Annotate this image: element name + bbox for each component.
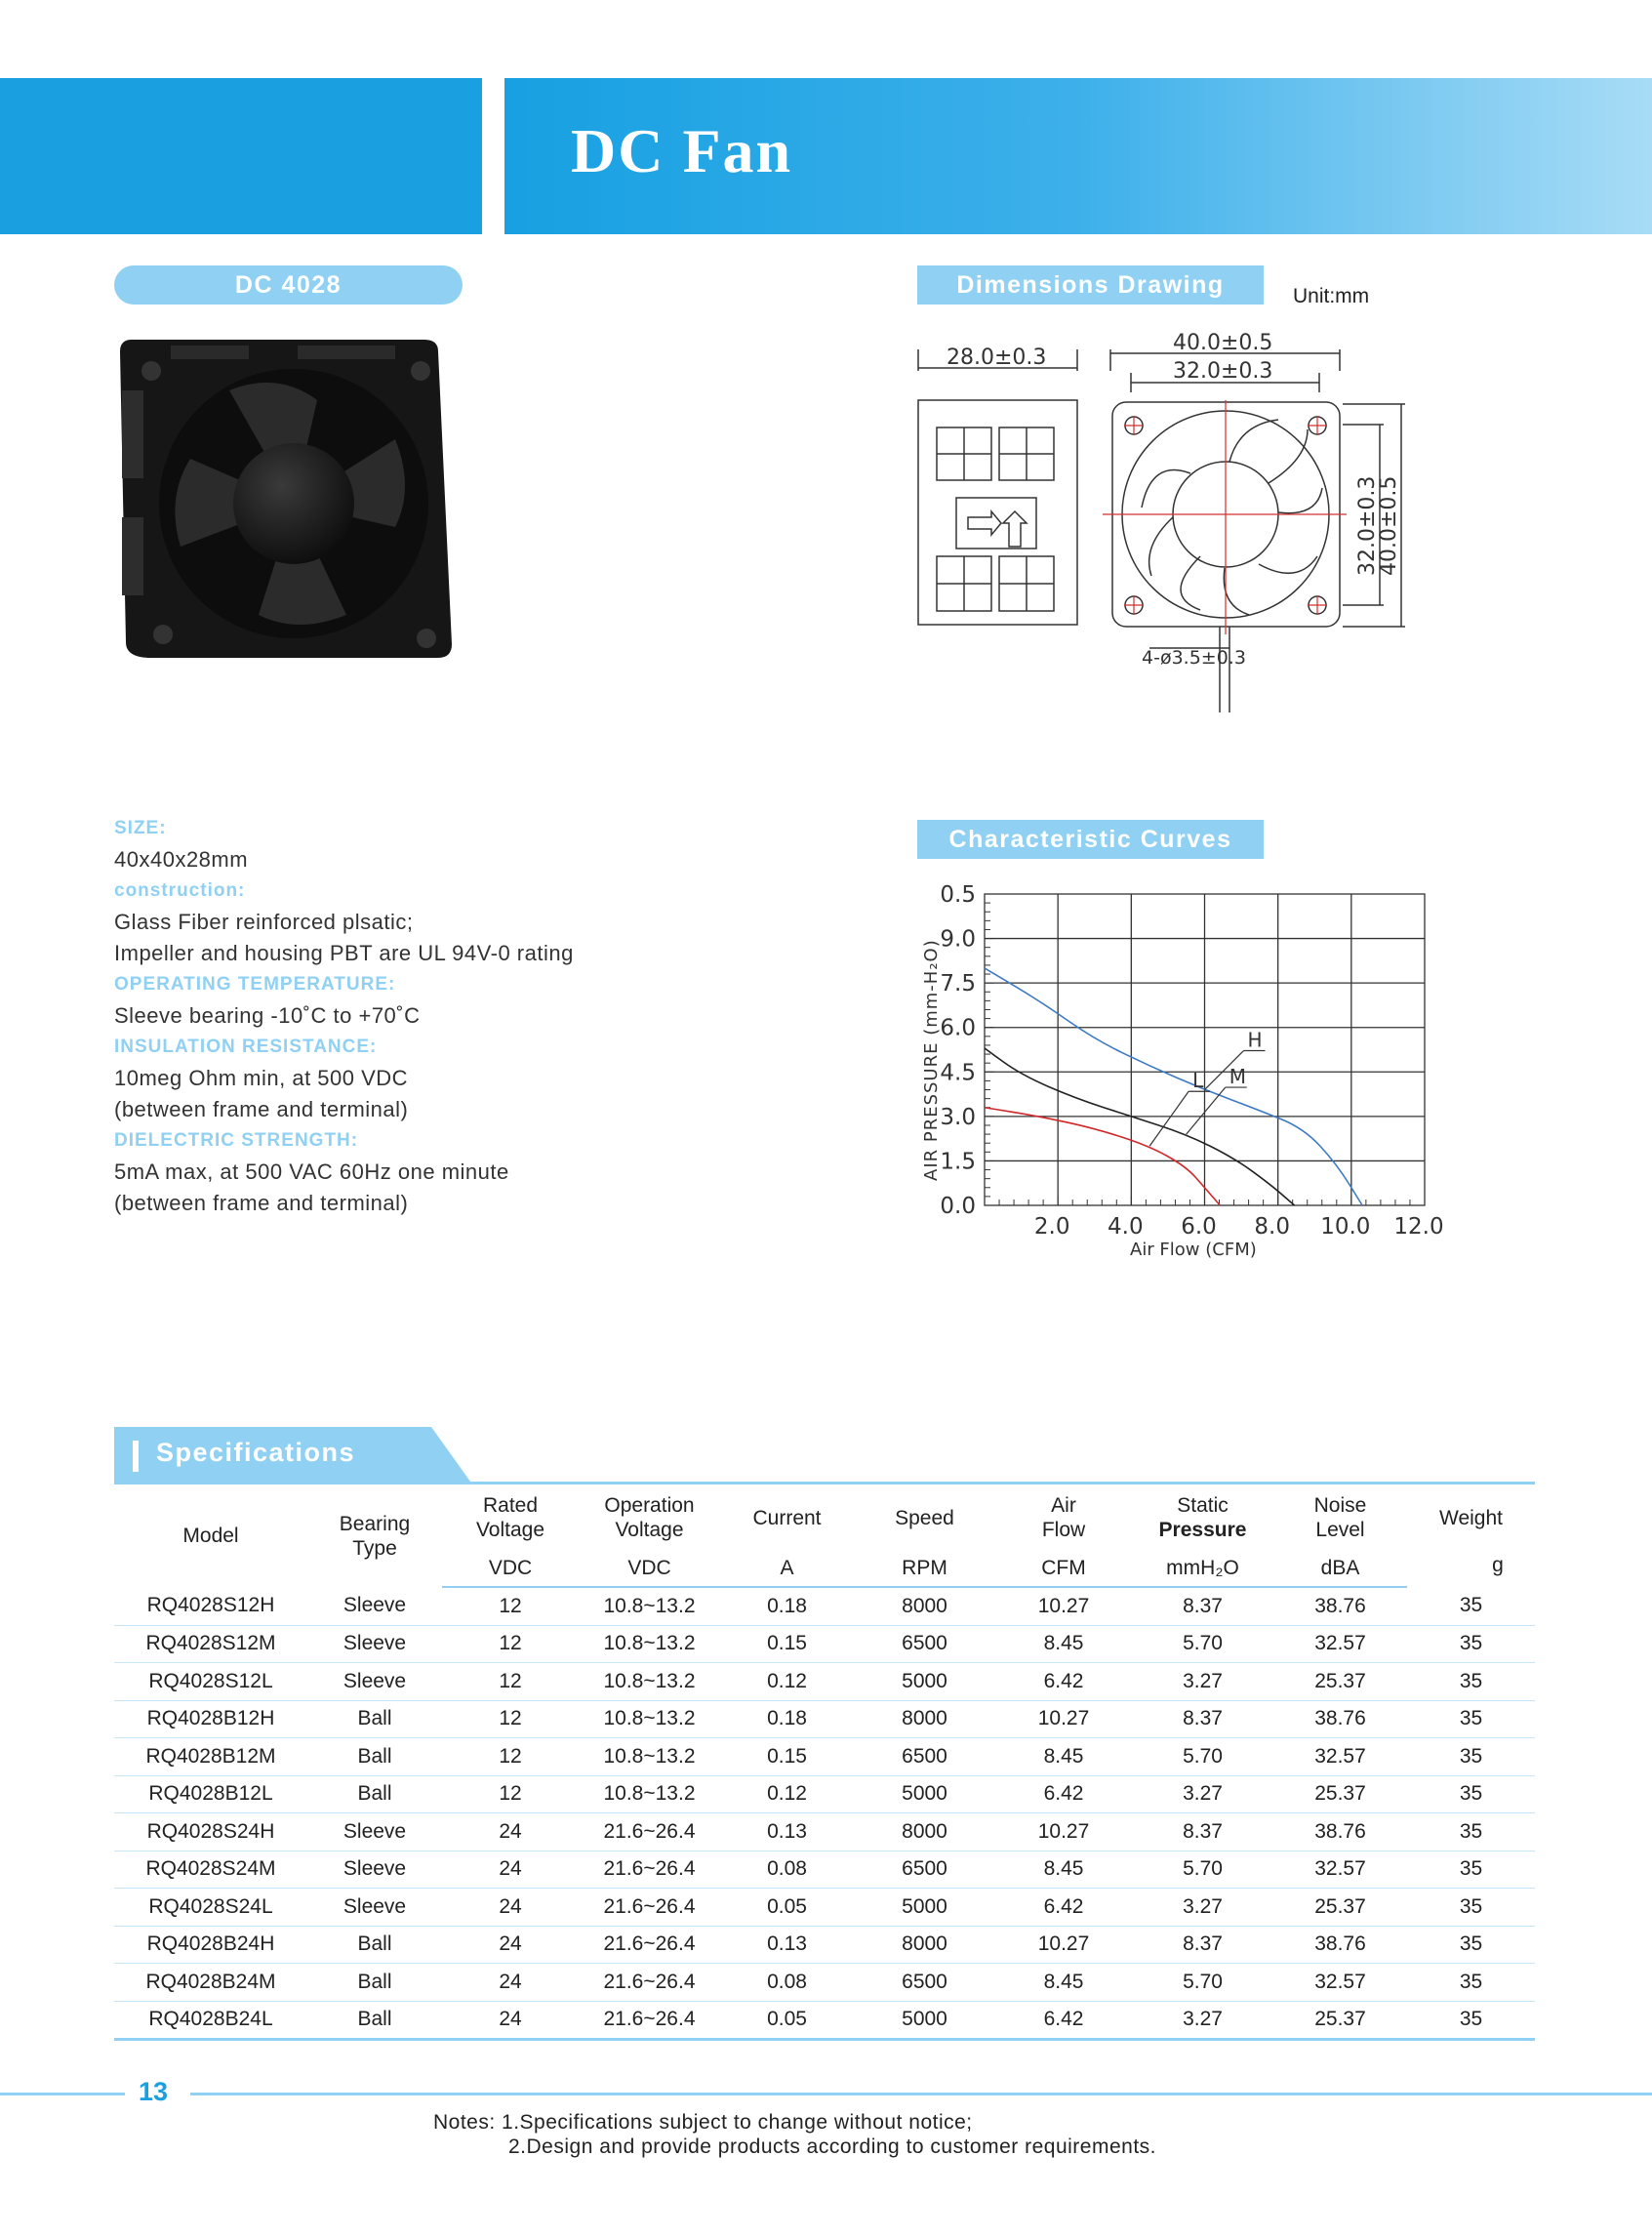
dielectric-value-2: (between frame and terminal): [114, 1191, 409, 1215]
table-cell: 6.42: [995, 1889, 1132, 1927]
table-cell: 8.45: [995, 1964, 1132, 2002]
table-cell: 35: [1407, 1738, 1535, 1776]
table-cell: Ball: [307, 1738, 442, 1776]
table-cell: RQ4028S24M: [114, 1851, 307, 1889]
dim-depth: 28.0±0.3: [947, 346, 1047, 370]
table-row: [114, 1926, 1535, 1964]
table-cell: 35: [1407, 1889, 1535, 1927]
table-cell: 35: [1407, 1926, 1535, 1964]
footer-rule-right: [190, 2093, 1652, 2095]
table-cell: 8.37: [1132, 1926, 1273, 1964]
table-cell: 3.27: [1132, 1775, 1273, 1813]
table-cell: 10.27: [995, 1926, 1132, 1964]
header-speed: Speed: [895, 1506, 954, 1529]
table-cell: RQ4028S12L: [114, 1663, 307, 1701]
table-cell: 24: [442, 1964, 579, 2002]
table-cell: 38.76: [1273, 1587, 1407, 1625]
table-cell: Ball: [307, 1775, 442, 1813]
dim-outer-width: 40.0±0.5: [1173, 331, 1273, 355]
table-cell: 10.8~13.2: [579, 1663, 720, 1701]
temperature-value: Sleeve bearing -10˚C to +70˚C: [114, 1003, 421, 1028]
table-cell: 8.45: [995, 1625, 1132, 1663]
size-value: 40x40x28mm: [114, 847, 249, 872]
table-row: [114, 1964, 1535, 2002]
table-cell: Sleeve: [307, 1889, 442, 1927]
table-row: [114, 2001, 1535, 2040]
table-row: [114, 1700, 1535, 1738]
chart-series-M-label: M: [1229, 1065, 1246, 1089]
table-cell: 12: [442, 1775, 579, 1813]
table-cell: 8000: [854, 1813, 995, 1851]
table-cell: 25.37: [1273, 1663, 1407, 1701]
table-row: [114, 1738, 1535, 1776]
page-title: DC Fan: [571, 116, 793, 185]
chart-ytick-label: 9.0: [940, 926, 976, 953]
table-cell: 6.42: [995, 2001, 1132, 2040]
construction-heading: construction:: [114, 880, 246, 901]
table-cell: 25.37: [1273, 1889, 1407, 1927]
table-cell: 8.45: [995, 1738, 1132, 1776]
table-cell: 10.27: [995, 1813, 1132, 1851]
table-cell: RQ4028S24L: [114, 1889, 307, 1927]
header-weight: Weight: [1439, 1507, 1503, 1529]
table-cell: 35: [1407, 1813, 1535, 1851]
table-cell: 35: [1407, 1700, 1535, 1738]
table-cell: 5.70: [1132, 1625, 1273, 1663]
table-cell: 0.13: [720, 1813, 854, 1851]
table-cell: 25.37: [1273, 1775, 1407, 1813]
table-cell: 10.8~13.2: [579, 1625, 720, 1663]
table-cell: RQ4028S12H: [114, 1587, 307, 1625]
table-cell: 35: [1407, 1775, 1535, 1813]
table-cell: RQ4028B12L: [114, 1775, 307, 1813]
chart-ytick-label: 4.5: [940, 1060, 976, 1086]
table-cell: 6500: [854, 1964, 995, 2002]
notes-line-2: 2.Design and provide products according to customer requirements.: [508, 2135, 1156, 2158]
table-cell: 5.70: [1132, 1851, 1273, 1889]
chart-ytick-label: 6.0: [940, 1015, 976, 1041]
dim-inner-height: 32.0±0.3: [1355, 475, 1380, 576]
table-cell: 0.05: [720, 1889, 854, 1927]
table-cell: 6500: [854, 1738, 995, 1776]
table-cell: 3.27: [1132, 1663, 1273, 1701]
unit-air-flow: CFM: [995, 1551, 1132, 1587]
chart-xtick-label: 10.0: [1320, 1214, 1371, 1240]
chart-series-L-line: [985, 1108, 1220, 1205]
table-cell: 12: [442, 1738, 579, 1776]
chart-xtick-label: 6.0: [1181, 1214, 1217, 1240]
table-cell: 8.37: [1132, 1700, 1273, 1738]
table-cell: 35: [1407, 1964, 1535, 2002]
unit-speed: RPM: [854, 1551, 995, 1587]
header-operation-voltage: Operation Voltage: [604, 1494, 695, 1541]
table-cell: 32.57: [1273, 1625, 1407, 1663]
chart-series-L-leader: [1149, 1091, 1189, 1146]
characteristic-curves-chart: [907, 869, 1464, 1269]
table-cell: 5000: [854, 1775, 995, 1813]
table-cell: 24: [442, 1926, 579, 1964]
unit-rated-voltage: VDC: [442, 1551, 579, 1587]
chart-series-L-label: L: [1192, 1069, 1204, 1093]
chart-xtick-label: 8.0: [1254, 1214, 1290, 1240]
chart-xlabel: Air Flow (CFM): [1130, 1240, 1257, 1260]
chart-series-M-leader: [1187, 1087, 1226, 1134]
table-cell: 35: [1407, 1625, 1535, 1663]
header-model: Model: [182, 1525, 239, 1547]
table-cell: 24: [442, 1889, 579, 1927]
header-bearing-type: Bearing Type: [339, 1512, 411, 1560]
curves-label: Characteristic Curves: [917, 820, 1264, 859]
table-cell: Ball: [307, 1964, 442, 2002]
table-cell: 10.8~13.2: [579, 1700, 720, 1738]
table-cell: 5.70: [1132, 1738, 1273, 1776]
table-cell: RQ4028B24M: [114, 1964, 307, 2002]
dim-outer-height: 40.0±0.5: [1377, 475, 1401, 576]
table-cell: 35: [1407, 1587, 1535, 1625]
table-cell: 24: [442, 2001, 579, 2040]
specifications-title: Specifications: [156, 1438, 356, 1467]
table-cell: Sleeve: [307, 1587, 442, 1625]
insulation-heading: INSULATION RESISTANCE:: [114, 1037, 378, 1057]
table-cell: 12: [442, 1625, 579, 1663]
table-row: [114, 1889, 1535, 1927]
table-cell: 0.15: [720, 1738, 854, 1776]
table-cell: 0.08: [720, 1851, 854, 1889]
table-cell: 12: [442, 1587, 579, 1625]
table-cell: RQ4028B12M: [114, 1738, 307, 1776]
dielectric-heading: DIELECTRIC STRENGTH:: [114, 1130, 359, 1151]
header-current: Current: [752, 1506, 822, 1529]
table-cell: 6500: [854, 1625, 995, 1663]
table-cell: RQ4028B24H: [114, 1926, 307, 1964]
header-air-flow: Air Flow: [1041, 1494, 1086, 1541]
table-cell: Sleeve: [307, 1851, 442, 1889]
table-cell: 5000: [854, 2001, 995, 2040]
header-banner-left: [0, 78, 482, 234]
dimensions-drawing: [907, 312, 1425, 722]
table-cell: 24: [442, 1851, 579, 1889]
chart-ytick-label: 3.0: [940, 1104, 976, 1130]
header-noise-level: Noise Level: [1313, 1494, 1367, 1541]
table-cell: 32.57: [1273, 1738, 1407, 1776]
table-cell: Ball: [307, 1700, 442, 1738]
chart-ytick-label: 7.5: [940, 971, 976, 997]
table-cell: Ball: [307, 1926, 442, 1964]
table-cell: 21.6~26.4: [579, 2001, 720, 2040]
table-cell: 35: [1407, 2001, 1535, 2040]
table-cell: 12: [442, 1700, 579, 1738]
table-cell: 10.8~13.2: [579, 1587, 720, 1625]
dielectric-value-1: 5mA max, at 500 VAC 60Hz one minute: [114, 1159, 509, 1184]
unit-weight: g: [1492, 1554, 1504, 1576]
page-number: 13: [139, 2077, 169, 2106]
table-cell: 0.05: [720, 2001, 854, 2040]
chart-series-H-line: [985, 968, 1362, 1205]
table-cell: 32.57: [1273, 1851, 1407, 1889]
specifications-table: [114, 1485, 1535, 2041]
chart-series-H-label: H: [1247, 1028, 1263, 1052]
table-cell: 3.27: [1132, 1889, 1273, 1927]
chart-ytick-label: 0.0: [940, 1194, 976, 1219]
chart-xtick-label: 2.0: [1033, 1214, 1070, 1240]
table-cell: 25.37: [1273, 2001, 1407, 2040]
table-cell: RQ4028B24L: [114, 2001, 307, 2040]
dim-inner-width: 32.0±0.3: [1173, 359, 1273, 384]
table-row: [114, 1775, 1535, 1813]
table-cell: 3.27: [1132, 2001, 1273, 2040]
chart-xtick-label: 4.0: [1108, 1214, 1144, 1240]
table-row: [114, 1587, 1535, 1625]
table-cell: 5000: [854, 1889, 995, 1927]
table-cell: 6500: [854, 1851, 995, 1889]
chart-ytick-label: 1.5: [940, 1149, 976, 1175]
header-static-pressure: Static Pressure: [1158, 1494, 1247, 1541]
chart-ylabel: AIR PRESSURE (mm-H₂O): [921, 939, 942, 1181]
table-cell: 6.42: [995, 1775, 1132, 1813]
table-cell: Sleeve: [307, 1813, 442, 1851]
unit-operation-voltage: VDC: [579, 1551, 720, 1587]
size-heading: SIZE:: [114, 818, 167, 838]
chart-xtick-label: 12.0: [1393, 1214, 1444, 1240]
table-cell: 8.45: [995, 1851, 1132, 1889]
table-cell: Sleeve: [307, 1663, 442, 1701]
table-cell: 6.42: [995, 1663, 1132, 1701]
table-cell: 0.18: [720, 1587, 854, 1625]
dimensions-label: Dimensions Drawing: [917, 265, 1264, 305]
unit-noise-level: dBA: [1273, 1551, 1407, 1587]
unit-current: A: [720, 1551, 854, 1587]
table-cell: 35: [1407, 1663, 1535, 1701]
table-cell: 21.6~26.4: [579, 1889, 720, 1927]
chart-ytick-label: 0.5: [940, 882, 976, 908]
table-cell: 10.27: [995, 1700, 1132, 1738]
table-cell: 0.12: [720, 1775, 854, 1813]
temperature-heading: OPERATING TEMPERATURE:: [114, 974, 396, 995]
notes-line-1: Notes: 1.Specifications subject to change without notice;: [433, 2111, 973, 2134]
table-cell: 24: [442, 1813, 579, 1851]
table-row: [114, 1663, 1535, 1701]
table-cell: 8.37: [1132, 1587, 1273, 1625]
table-cell: 10.8~13.2: [579, 1738, 720, 1776]
table-cell: 10.8~13.2: [579, 1775, 720, 1813]
fan-product-image: [112, 332, 463, 664]
table-cell: 8000: [854, 1587, 995, 1625]
table-cell: 0.13: [720, 1926, 854, 1964]
table-cell: 21.6~26.4: [579, 1851, 720, 1889]
specifications-tab-marker: [133, 1441, 139, 1472]
table-cell: 0.15: [720, 1625, 854, 1663]
footer-rule-left: [0, 2093, 125, 2095]
table-cell: RQ4028S12M: [114, 1625, 307, 1663]
table-cell: RQ4028B12H: [114, 1700, 307, 1738]
table-row: [114, 1813, 1535, 1851]
table-cell: 35: [1407, 1851, 1535, 1889]
table-cell: 10.27: [995, 1587, 1132, 1625]
table-cell: 0.18: [720, 1700, 854, 1738]
table-cell: Ball: [307, 2001, 442, 2040]
table-cell: 21.6~26.4: [579, 1926, 720, 1964]
model-label: DC 4028: [114, 265, 463, 305]
table-cell: 8.37: [1132, 1813, 1273, 1851]
spec-text-block: [114, 813, 797, 1219]
unit-static-pressure: mmH₂O: [1132, 1551, 1273, 1587]
construction-value-1: Glass Fiber reinforced plsatic;: [114, 910, 414, 934]
dim-holes: 4-ø3.5±0.3: [1142, 647, 1246, 669]
table-cell: 0.12: [720, 1663, 854, 1701]
table-cell: RQ4028S24H: [114, 1813, 307, 1851]
table-cell: 38.76: [1273, 1700, 1407, 1738]
table-cell: Sleeve: [307, 1625, 442, 1663]
table-cell: 8000: [854, 1700, 995, 1738]
table-row: [114, 1851, 1535, 1889]
unit-label: Unit:mm: [1293, 285, 1370, 307]
table-cell: 0.08: [720, 1964, 854, 2002]
table-cell: 8000: [854, 1926, 995, 1964]
table-cell: 5.70: [1132, 1964, 1273, 2002]
table-cell: 21.6~26.4: [579, 1964, 720, 2002]
table-cell: 5000: [854, 1663, 995, 1701]
table-cell: 38.76: [1273, 1926, 1407, 1964]
insulation-value-2: (between frame and terminal): [114, 1097, 409, 1121]
table-cell: 21.6~26.4: [579, 1813, 720, 1851]
insulation-value-1: 10meg Ohm min, at 500 VDC: [114, 1066, 409, 1090]
header-rated-voltage: Rated Voltage: [475, 1494, 545, 1541]
table-cell: 32.57: [1273, 1964, 1407, 2002]
table-cell: 12: [442, 1663, 579, 1701]
table-cell: 38.76: [1273, 1813, 1407, 1851]
table-row: [114, 1625, 1535, 1663]
construction-value-2: Impeller and housing PBT are UL 94V-0 rating: [114, 941, 574, 965]
